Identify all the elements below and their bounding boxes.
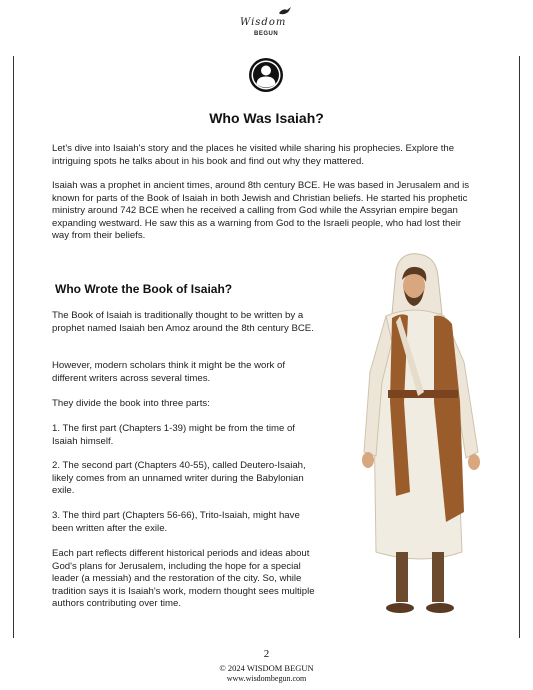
section-paragraph: Each part reflects different historical periods and ideas about God's plans for Jerusalem, including the hope for a special leader (a messiah) and the restoration of the city. So, while tradition says it is Isaiah's work, modern thought sees multiple authors contributing over time. <box>52 548 315 610</box>
right-border-line <box>519 56 520 638</box>
website-link[interactable]: www.wisdombegun.com <box>226 674 307 683</box>
logo-script-text: Wisdom <box>240 17 287 28</box>
section-paragraph: However, modern scholars think it might be the work of different writers across several times. <box>52 360 286 384</box>
copyright-text: © 2024 WISDOM BEGUN <box>219 663 314 673</box>
logo-sub-text: BEGUN <box>254 31 279 37</box>
section-paragraph: The Book of Isaiah is traditionally thought to be written by a prophet named Isaiah ben Amoz around the 8th century BCE. <box>52 310 314 334</box>
person-avatar-icon <box>248 57 284 93</box>
left-border-line <box>13 56 14 638</box>
section-paragraph: 2. The second part (Chapters 40-55), called Deutero-Isaiah, likely comes from an unnamed writer during the Babylonian exile. <box>52 460 306 497</box>
isaiah-illustration <box>352 252 492 632</box>
page-title: Who Was Isaiah? <box>209 110 324 126</box>
section-paragraph: They divide the book into three parts: <box>52 398 210 409</box>
page-number: 2 <box>263 648 270 660</box>
wisdom-begun-logo <box>236 6 296 40</box>
bird-icon <box>278 6 292 16</box>
intro-paragraph: Isaiah was a prophet in ancient times, around 8th century BCE. He was based in Jerusalem and is known for parts of the Book of Isaiah in both Jewish and Christian beliefs. He started his prophetic ministry around 742 BCE when he received a calling from God while the Assyrian empire began expanding westward. He saw this as a warning from God to the Israeli people, who had lost their way from their beliefs. <box>52 180 470 242</box>
section-title: Who Wrote the Book of Isaiah? <box>55 282 233 296</box>
section-paragraph: 1. The first part (Chapters 1-39) might be from the time of Isaiah himself. <box>52 423 295 447</box>
intro-paragraph: Let's dive into Isaiah's story and the places he visited while sharing his prophecies. Explore the intriguing spots he talks about in his book and find out why they mattered. <box>52 143 455 167</box>
section-paragraph: 3. The third part (Chapters 56-66), Trito-Isaiah, might have been written after the exile. <box>52 510 300 534</box>
